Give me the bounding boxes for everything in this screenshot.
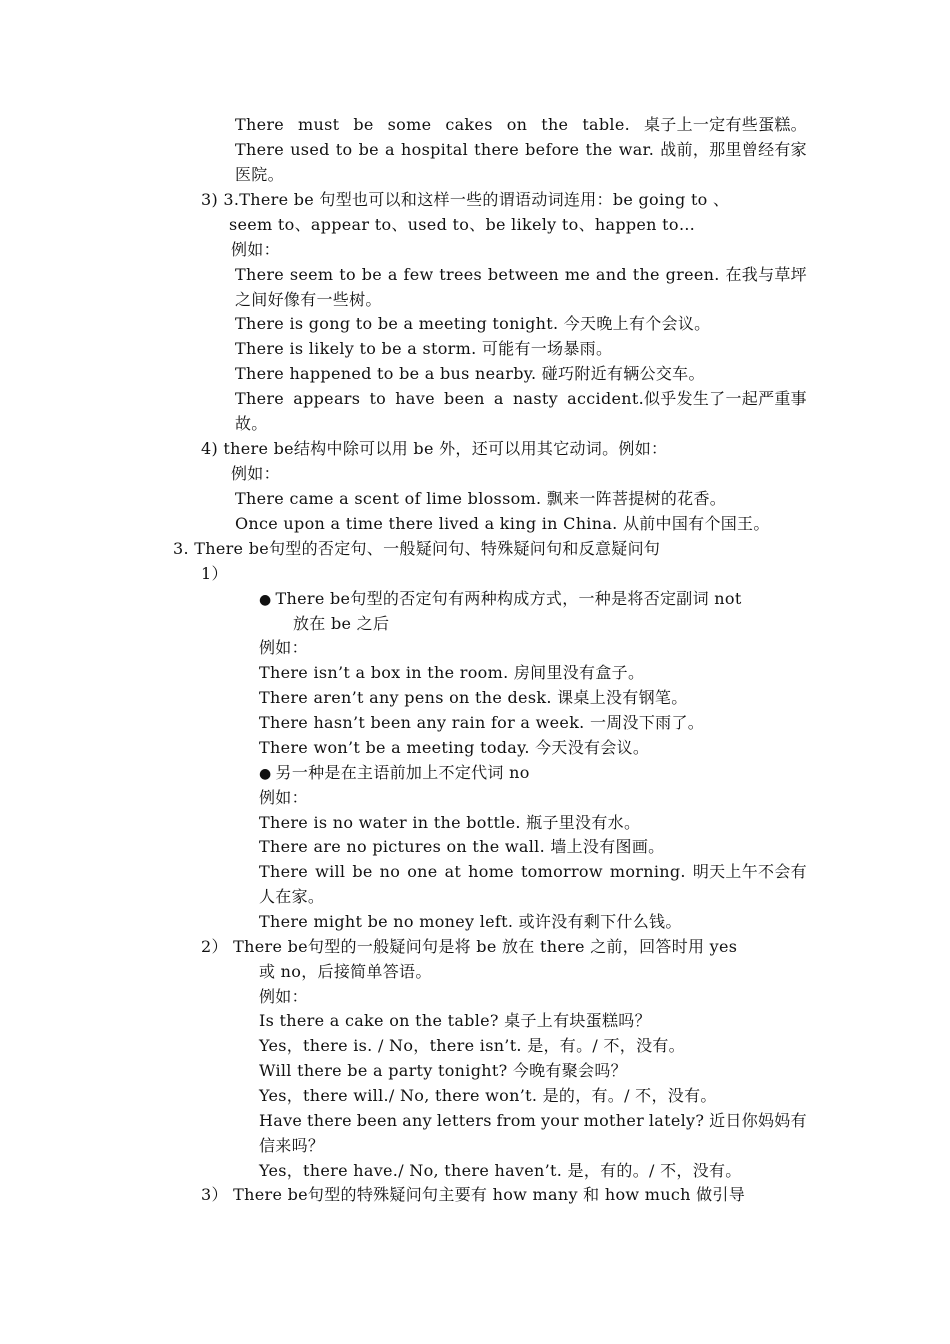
bullet-icon: ●: [259, 766, 272, 782]
text-line: There is no water in the bottle. 瓶子里没有水。: [259, 813, 641, 832]
text-line: 例如：: [259, 788, 308, 807]
text-line: Will there be a party tonight? 今晚有聚会吗？: [259, 1061, 627, 1080]
numbered-item: 3) 3.There be 句型也可以和这样一些的谓语动词连用：be going to 、: [201, 190, 730, 209]
numbered-item: 4) there be结构中除可以用 be 外，还可以用其它动词。例如：: [201, 439, 668, 458]
numbered-item: 2） There be句型的一般疑问句是将 be 放在 there 之前，回答时用 yes: [201, 937, 738, 956]
text-line: There might be no money left. 或许没有剩下什么钱。: [259, 912, 682, 931]
text-line: Is there a cake on the table? 桌子上有块蛋糕吗？: [259, 1011, 651, 1030]
text-line: There are no pictures on the wall. 墙上没有图画。: [259, 837, 665, 856]
text-line: 人在家。: [259, 887, 325, 906]
text-line: Yes，there have./ No, there haven’t. 是，有的。/ 不，没有。: [259, 1161, 742, 1180]
text-line: There will be no one at home tomorrow morning. 明天上午不会有: [259, 862, 807, 881]
text-line: There won’t be a meeting today. 今天没有会议。: [259, 738, 650, 757]
text-line: There aren’t any pens on the desk. 课桌上没有钢笔。: [259, 688, 688, 707]
text-line: 例如：: [259, 638, 308, 657]
numbered-item: 3） There be句型的特殊疑问句主要有 how many 和 how much 做引导: [201, 1185, 746, 1204]
bullet-icon: ●: [259, 592, 272, 608]
text-line: 信来吗？: [259, 1136, 325, 1155]
section-heading: 3. There be句型的否定句、一般疑问句、特殊疑问句和反意疑问句: [173, 539, 661, 558]
text-line: There happened to be a bus nearby. 碰巧附近有辆公交车。: [235, 364, 705, 383]
text-line: There hasn’t been any rain for a week. 一周没下雨了。: [259, 713, 705, 732]
text-line: Yes，there will./ No, there won’t. 是的，有。/ 不，没有。: [259, 1086, 717, 1105]
numbered-item: 1）: [201, 564, 228, 583]
text-line: 例如：: [231, 240, 280, 259]
text-line: 故。: [235, 414, 268, 433]
text-line: 例如：: [231, 464, 280, 483]
text-line: 例如：: [259, 987, 308, 1006]
text-line: Have there been any letters from your mother lately? 近日你妈妈有: [259, 1111, 807, 1130]
text-line: There used to be a hospital there before the war. 战前，那里曾经有家: [235, 140, 807, 159]
text-line: There isn’t a box in the room. 房间里没有盒子。: [259, 663, 645, 682]
text-line: Yes，there is. / No，there isn’t. 是，有。/ 不，没有。: [259, 1036, 685, 1055]
text-line: There is gong to be a meeting tonight. 今天晚上有个会议。: [235, 314, 711, 333]
text-line: seem to、appear to、used to、be likely to、happen to…: [229, 215, 696, 234]
text-line: 或 no，后接简单答语。: [259, 962, 432, 981]
text-line: There came a scent of lime blossom. 飘来一阵菩提树的花香。: [235, 489, 727, 508]
text-line: 之间好像有一些树。: [235, 290, 382, 309]
text-line: There appears to have been a nasty accident.似乎发生了一起严重事: [235, 389, 807, 408]
bullet-item: [259, 762, 530, 785]
text-line: There seem to be a few trees between me and the green. 在我与草坪: [235, 265, 807, 284]
text-line: Once upon a time there lived a king in China. 从前中国有个国王。: [235, 514, 770, 533]
bullet-item: [259, 588, 742, 611]
text-line: There must be some cakes on the table. 桌子上一定有些蛋糕。: [235, 115, 807, 134]
bullet-text: 另一种是在主语前加上不定代词 no: [275, 763, 530, 782]
bullet-text: There be句型的否定句有两种构成方式，一种是将否定副词 not: [275, 589, 742, 608]
text-line: 医院。: [235, 165, 284, 184]
text-line: There is likely to be a storm. 可能有一场暴雨。: [235, 339, 613, 358]
text-line: 放在 be 之后: [293, 614, 390, 633]
